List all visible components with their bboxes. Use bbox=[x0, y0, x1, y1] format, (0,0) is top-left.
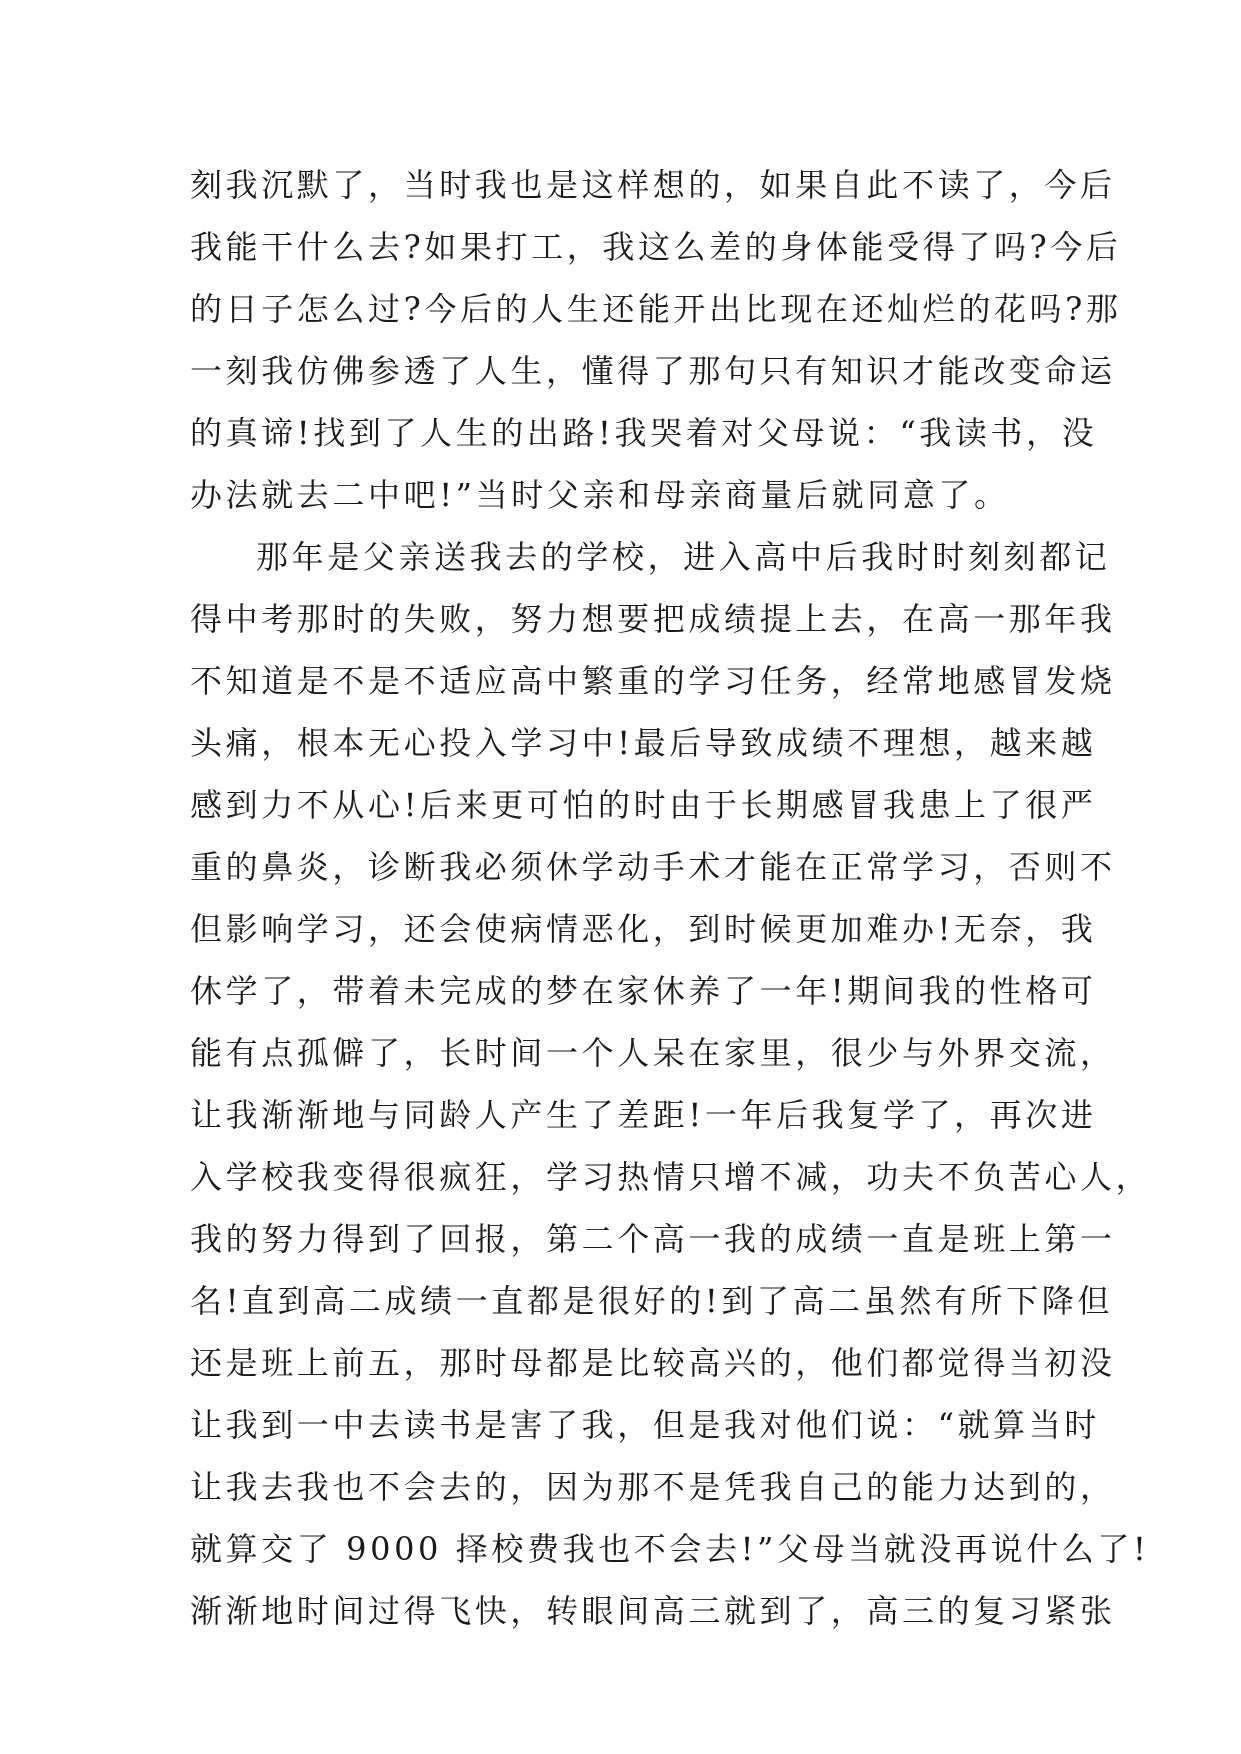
text-line: 刻我沉默了，当时我也是这样想的，如果自此不读了，今后 bbox=[190, 166, 1116, 204]
text-line: 让我到一中去读书是害了我，但是我对他们说：“就算当时 bbox=[190, 1406, 1100, 1444]
text-line: 办法就去二中吧!”当时父亲和母亲商量后就同意了。 bbox=[190, 476, 1010, 514]
text-line: 得中考那时的失败，努力想要把成绩提上去，在高一那年我 bbox=[190, 600, 1116, 638]
text-line: 让我渐渐地与同龄人产生了差距!一年后我复学了，再次进 bbox=[190, 1096, 1097, 1134]
text-line: 还是班上前五，那时母都是比较高兴的，他们都觉得当初没 bbox=[190, 1344, 1116, 1382]
text-line: 但影响学习，还会使病情恶化，到时候更加难办!无奈，我 bbox=[190, 910, 1097, 948]
body-text bbox=[190, 154, 1152, 1642]
text-line: 一刻我仿佛参透了人生，懂得了那句只有知识才能改变命运 bbox=[190, 352, 1116, 390]
paragraph-first-line: 那年是父亲送我去的学校，进入高中后我时时刻刻都记 bbox=[256, 538, 1111, 576]
text-line: 我的努力得到了回报，第二个高一我的成绩一直是班上第一 bbox=[190, 1220, 1116, 1258]
text-line: 让我去我也不会去的，因为那不是凭我自己的能力达到的， bbox=[190, 1468, 1116, 1506]
text-line: 就算交了 9000 择校费我也不会去!”父母当就没再说什么了! bbox=[190, 1530, 1150, 1568]
text-line: 入学校我变得很疯狂，学习热情只增不减，功夫不负苦心人， bbox=[190, 1158, 1152, 1196]
text-line: 重的鼻炎，诊断我必须休学动手术才能在正常学习，否则不 bbox=[190, 848, 1116, 886]
text-line: 的真谛!找到了人生的出路!我哭着对父母说：“我读书，没 bbox=[190, 414, 1098, 452]
text-line: 名!直到高二成绩一直都是很好的!到了高二虽然有所下降但 bbox=[190, 1282, 1113, 1320]
text-line: 不知道是不是不适应高中繁重的学习任务，经常地感冒发烧 bbox=[190, 662, 1116, 700]
text-line: 头痛，根本无心投入学习中!最后导致成绩不理想，越来越 bbox=[190, 724, 1097, 762]
text-line: 休学了，带着未完成的梦在家休养了一年!期间我的性格可 bbox=[190, 972, 1097, 1010]
text-line: 感到力不从心!后来更可怕的时由于长期感冒我患上了很严 bbox=[190, 786, 1097, 824]
text-line: 我能干什么去?如果打工，我这么差的身体能受得了吗?今后 bbox=[190, 228, 1122, 266]
text-line: 的日子怎么过?今后的人生还能开出比现在还灿烂的花吗?那 bbox=[190, 290, 1122, 328]
text-line: 渐渐地时间过得飞快，转眼间高三就到了，高三的复习紧张 bbox=[190, 1592, 1116, 1630]
text-line: 能有点孤僻了，长时间一个人呆在家里，很少与外界交流， bbox=[190, 1034, 1116, 1072]
